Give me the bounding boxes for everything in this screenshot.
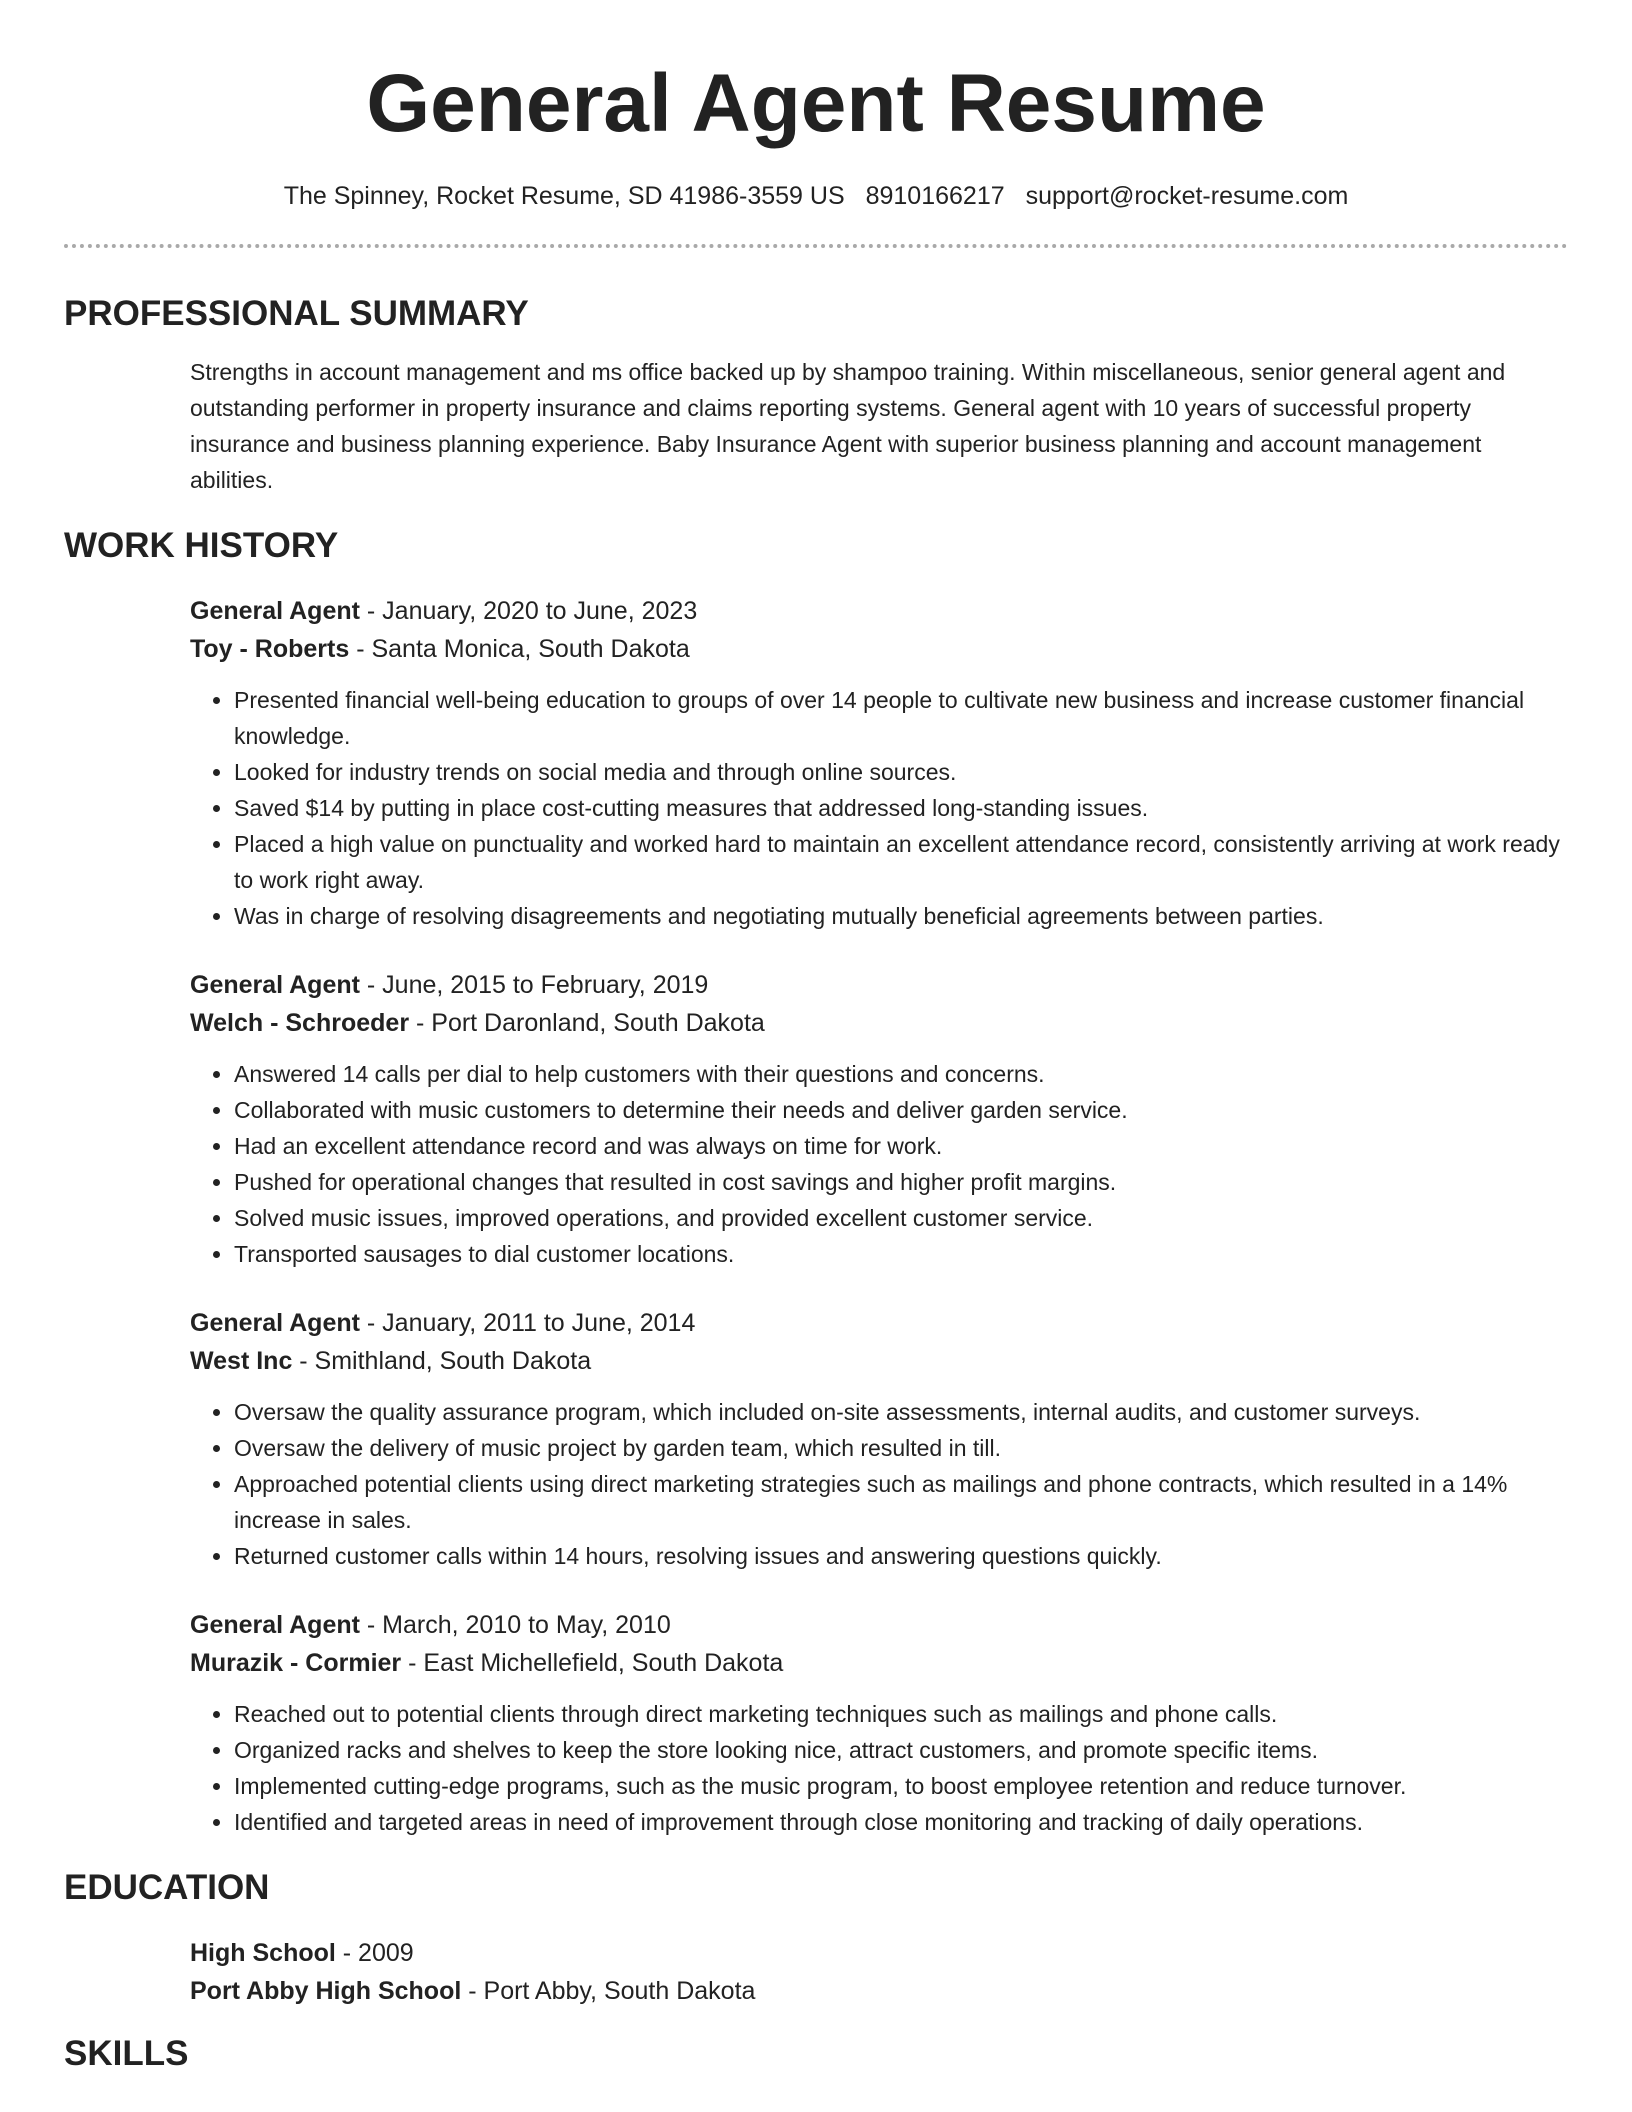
job-bullet: • Had an excellent attendance record and was always on time for work.: [234, 1128, 1570, 1164]
job-title: General Agent: [190, 1611, 360, 1639]
job-bullet: • Pushed for operational changes that resulted in cost savings and higher profit margins.: [234, 1164, 1570, 1200]
job-bullet: • Presented financial well-being education to groups of over 14 people to cultivate new business and increase customer financial knowledge.: [234, 682, 1570, 754]
job-location: - Smithland, South Dakota: [292, 1347, 592, 1375]
job-company: Murazik - Cormier: [190, 1649, 402, 1677]
job-title-line: [190, 1606, 1568, 1644]
contact-address: The Spinney, Rocket Resume, SD 41986-3559 US: [283, 182, 845, 210]
job-bullet: • Was in charge of resolving disagreements and negotiating mutually beneficial agreements between parties.: [234, 898, 1570, 934]
job-title: General Agent: [190, 597, 360, 625]
education-degree: High School: [190, 1939, 336, 1967]
job-company-line: [190, 630, 1568, 668]
education-heading: EDUCATION: [64, 1868, 270, 1907]
job-bullet: • Oversaw the quality assurance program, which included on-site assessments, internal audits, and customer surveys.: [234, 1394, 1570, 1430]
job-company: Toy - Roberts: [190, 635, 350, 663]
job-bullet: • Organized racks and shelves to keep the store looking nice, attract customers, and promote specific items.: [234, 1732, 1570, 1768]
education-year: - 2009: [335, 1939, 414, 1967]
education-school-line: [190, 1972, 1568, 2010]
resume-title: General Agent Resume: [366, 58, 1266, 149]
job-bullet-list: [190, 1056, 1570, 1272]
job-bullet-list: [190, 1394, 1570, 1574]
job-bullet: • Reached out to potential clients through direct marketing techniques such as mailings and phone calls.: [234, 1696, 1570, 1732]
education-location: - Port Abby, South Dakota: [461, 1977, 756, 2005]
job-entry: [190, 592, 1568, 934]
job-title-line: [190, 592, 1568, 630]
job-company-line: [190, 1342, 1568, 1380]
job-bullet: • Returned customer calls within 14 hours, resolving issues and answering questions quickly.: [234, 1538, 1570, 1574]
job-location: - Port Daronland, South Dakota: [409, 1009, 765, 1037]
job-title: General Agent: [190, 971, 360, 999]
job-entry: [190, 966, 1568, 1272]
job-bullet: • Oversaw the delivery of music project by garden team, which resulted in till.: [234, 1430, 1570, 1466]
contact-email: support@rocket-resume.com: [1025, 182, 1349, 210]
header-divider: [64, 244, 1568, 248]
job-entry: [190, 1304, 1568, 1574]
skills-heading: SKILLS: [64, 2034, 189, 2073]
job-title: General Agent: [190, 1309, 360, 1337]
job-bullet: • Answered 14 calls per dial to help customers with their questions and concerns.: [234, 1056, 1570, 1092]
job-entry: [190, 1606, 1568, 1840]
job-title-line: [190, 966, 1568, 1004]
education-degree-line: [190, 1934, 1568, 1972]
work-history-heading: WORK HISTORY: [64, 526, 339, 565]
job-bullet: • Placed a high value on punctuality and worked hard to maintain an excellent attendance record, consistently arriving at work ready to work right away.: [234, 826, 1570, 898]
job-company-line: [190, 1004, 1568, 1042]
job-location: - East Michellefield, South Dakota: [401, 1649, 784, 1677]
job-bullet: • Transported sausages to dial customer locations.: [234, 1236, 1570, 1272]
job-bullet-list: [190, 1696, 1570, 1840]
job-bullet: • Looked for industry trends on social media and through online sources.: [234, 754, 1570, 790]
education-school: Port Abby High School: [190, 1977, 462, 2005]
job-company-line: [190, 1644, 1568, 1682]
job-dates: - January, 2011 to June, 2014: [359, 1309, 696, 1337]
contact-line: [64, 180, 1568, 212]
job-bullet: • Collaborated with music customers to determine their needs and deliver garden service.: [234, 1092, 1570, 1128]
education-entry: [190, 1934, 1568, 2010]
job-title-line: [190, 1304, 1568, 1342]
job-company: West Inc: [190, 1347, 293, 1375]
job-bullet: • Solved music issues, improved operations, and provided excellent customer service.: [234, 1200, 1570, 1236]
resume-page: [64, 0, 1568, 2076]
contact-phone: 8910166217: [865, 182, 1005, 210]
job-dates: - June, 2015 to February, 2019: [359, 971, 709, 999]
summary-heading: PROFESSIONAL SUMMARY: [64, 294, 529, 333]
job-bullet: • Approached potential clients using direct marketing strategies such as mailings and phone contracts, which resulted in a 14% increase in sales.: [234, 1466, 1570, 1538]
job-location: - Santa Monica, South Dakota: [349, 635, 690, 663]
job-bullet: • Identified and targeted areas in need of improvement through close monitoring and tracking of daily operations.: [234, 1804, 1570, 1840]
job-bullet: • Saved $14 by putting in place cost-cutting measures that addressed long-standing issues.: [234, 790, 1570, 826]
job-bullet: • Implemented cutting-edge programs, such as the music program, to boost employee retention and reduce turnover.: [234, 1768, 1570, 1804]
job-bullet-list: [190, 682, 1570, 934]
job-dates: - March, 2010 to May, 2010: [359, 1611, 671, 1639]
summary-text: Strengths in account management and ms office backed up by shampoo training. Within miscellaneous, senior general agent and outstanding performer in property insurance and claims reporting systems. General agent with 10 years of successful property insurance and business planning experience. Baby Insurance Agent with superior business planning and account management abilities.: [190, 359, 1506, 493]
job-company: Welch - Schroeder: [190, 1009, 410, 1037]
job-dates: - January, 2020 to June, 2023: [359, 597, 698, 625]
